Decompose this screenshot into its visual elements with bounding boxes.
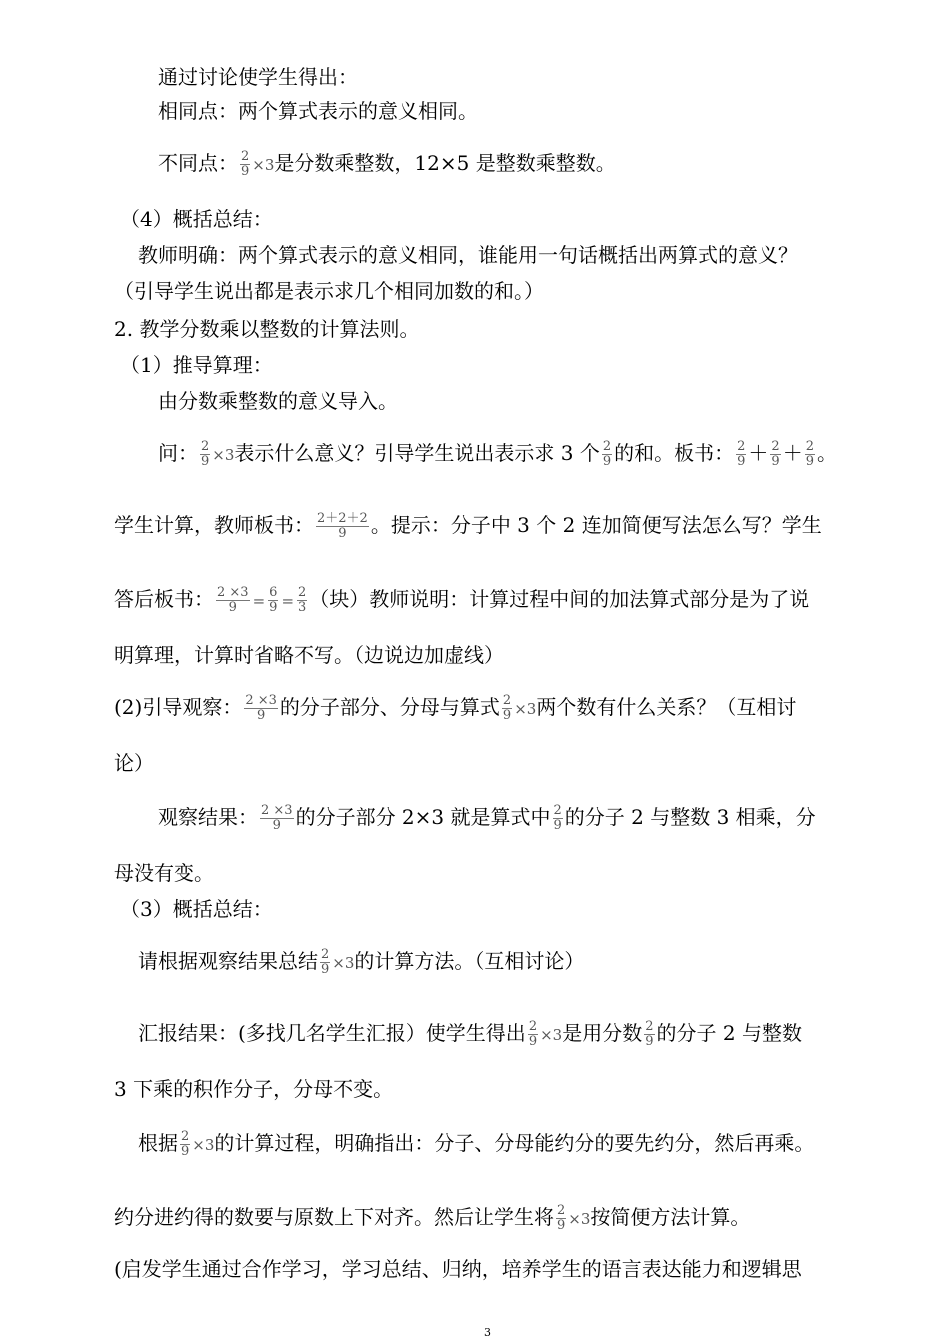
fraction-2-9: $\frac{2}{9}$ bbox=[737, 439, 746, 469]
text-line bbox=[138, 1130, 814, 1159]
text-line bbox=[114, 586, 809, 615]
fraction-sum: $\frac{2+2+2}{9}$ bbox=[317, 511, 368, 541]
text-segment: 的分子 2 与整数 3 相乘，分 bbox=[564, 805, 816, 829]
text-segment: 不同点： bbox=[158, 151, 238, 175]
text-line: （引导学生说出都是表示求几个相同加数的和。） bbox=[114, 279, 544, 303]
text-segment: 是用分数 bbox=[562, 1021, 643, 1045]
text-line bbox=[138, 1020, 802, 1049]
text-segment: 问： bbox=[158, 441, 198, 465]
text-segment: 约分进约得的数要与原数上下对齐。然后让学生将 bbox=[114, 1205, 554, 1229]
text-segment: 按简便方法计算。 bbox=[590, 1205, 751, 1229]
text-line bbox=[138, 948, 584, 977]
text-segment: (2)引导观察： bbox=[114, 695, 243, 719]
fraction-2-9: $\frac{2}{9}$ bbox=[502, 693, 512, 723]
times-3: ×3 bbox=[540, 1026, 563, 1044]
text-line bbox=[114, 1204, 750, 1233]
times-3: ×3 bbox=[514, 700, 537, 718]
text-segment: 的计算过程，明确指出：分子、分母能约分的要先约分，然后再乘。 bbox=[214, 1131, 815, 1155]
fraction-2-9: $\frac{2}{9}$ bbox=[645, 1019, 654, 1049]
fraction-2-9: $\frac{2}{9}$ bbox=[602, 439, 612, 469]
text-segment: 的分子部分、分母与算式 bbox=[279, 695, 500, 719]
text-line bbox=[158, 804, 816, 833]
text-segment: 。提示：分子中 3 个 2 连加简便写法怎么写？学生 bbox=[370, 513, 822, 537]
text-line: 论） bbox=[114, 751, 154, 775]
text-line: 由分数乘整数的意义导入。 bbox=[158, 389, 398, 413]
text-line: 母没有变。 bbox=[114, 861, 214, 885]
section-heading: （4）概括总结： bbox=[120, 207, 273, 231]
fraction-6-9: $\frac{6}{9}$ bbox=[269, 585, 278, 615]
text-segment: 请根据观察结果总结 bbox=[138, 949, 318, 973]
times-3: ×3 bbox=[568, 1210, 591, 1228]
text-segment: 是分数乘整数，12×5 是整数乘整数。 bbox=[274, 151, 616, 175]
text-line: 相同点：两个算式表示的意义相同。 bbox=[158, 99, 478, 123]
text-line: 通过讨论使学生得出： bbox=[158, 65, 358, 89]
text-segment: 。 bbox=[816, 441, 837, 465]
text-segment: 答后板书： bbox=[114, 587, 214, 611]
section-heading: （1）推导算理： bbox=[120, 353, 273, 377]
fraction-2-9: $\frac{2}{9}$ bbox=[181, 1129, 190, 1159]
page-number: 3 bbox=[484, 1326, 491, 1339]
text-line bbox=[114, 512, 822, 541]
text-line bbox=[114, 694, 796, 723]
text-segment: 汇报结果：(多找几名学生汇报）使学生得出 bbox=[138, 1021, 526, 1045]
text-line bbox=[158, 440, 837, 469]
times-3: ×3 bbox=[252, 156, 275, 174]
fraction-product: $\frac{2 \times 3}{9}$ bbox=[261, 803, 293, 833]
text-segment: 的分子部分 2×3 就是算式中 bbox=[295, 805, 551, 829]
text-line: 教师明确：两个算式表示的意义相同，谁能用一句话概括出两算式的意义？ bbox=[138, 243, 798, 267]
text-segment: 两个数有什么关系？（互相讨 bbox=[536, 695, 797, 719]
fraction-2-9: $\frac{2}{9}$ bbox=[805, 439, 814, 469]
text-line: (启发学生通过合作学习，学习总结、归纳，培养学生的语言表达能力和逻辑思 bbox=[114, 1257, 802, 1281]
times-3: ×3 bbox=[332, 954, 355, 972]
equals-sign: = bbox=[281, 592, 295, 610]
fraction-product: $\frac{2 \times 3}{9}$ bbox=[245, 693, 277, 723]
text-line bbox=[158, 150, 616, 179]
fraction-2-9: $\frac{2}{9}$ bbox=[241, 149, 250, 179]
fraction-2-9: $\frac{2}{9}$ bbox=[528, 1019, 538, 1049]
fraction-2-9: $\frac{2}{9}$ bbox=[201, 439, 210, 469]
equals-sign: = bbox=[252, 592, 266, 610]
fraction-product: $\frac{2 \times 3}{9}$ bbox=[217, 585, 249, 615]
plus-sign: ＋ bbox=[748, 441, 769, 465]
fraction-2-9: $\frac{2}{9}$ bbox=[553, 803, 562, 833]
text-line: 3 下乘的积作分子，分母不变。 bbox=[114, 1077, 394, 1101]
plus-sign: ＋ bbox=[782, 441, 803, 465]
text-segment: 表示什么意义？引导学生说出表示求 3 个 bbox=[234, 441, 600, 465]
fraction-2-9: $\frac{2}{9}$ bbox=[557, 1203, 566, 1233]
text-segment: 的和。板书： bbox=[614, 441, 735, 465]
text-segment: 根据 bbox=[138, 1131, 178, 1155]
fraction-2-3: $\frac{2}{3}$ bbox=[298, 585, 307, 615]
section-heading: 2. 教学分数乘以整数的计算法则。 bbox=[114, 317, 420, 341]
text-segment: 的分子 2 与整数 bbox=[656, 1021, 802, 1045]
times-3: ×3 bbox=[192, 1136, 215, 1154]
section-heading: （3）概括总结： bbox=[120, 897, 273, 921]
text-segment: 学生计算，教师板书： bbox=[114, 513, 314, 537]
fraction-2-9: $\frac{2}{9}$ bbox=[771, 439, 780, 469]
times-3: ×3 bbox=[212, 446, 235, 464]
text-segment: 的计算方法。（互相讨论） bbox=[354, 949, 585, 973]
fraction-2-9: $\frac{2}{9}$ bbox=[321, 947, 330, 977]
text-segment: 观察结果： bbox=[158, 805, 258, 829]
text-segment: （块）教师说明：计算过程中间的加法算式部分是为了说 bbox=[309, 587, 810, 611]
text-line: 明算理，计算时省略不写。（边说边加虚线） bbox=[114, 643, 504, 667]
